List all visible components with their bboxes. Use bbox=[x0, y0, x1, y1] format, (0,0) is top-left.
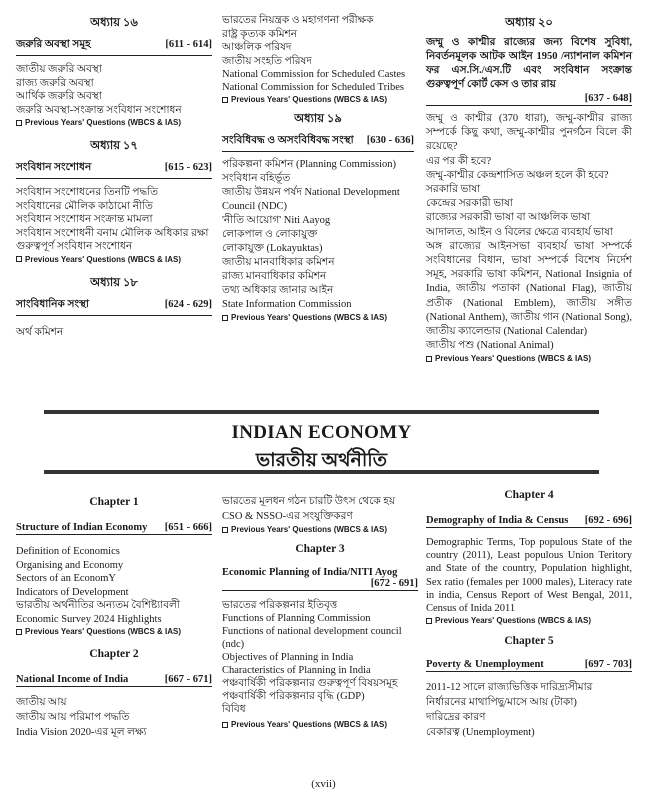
section-1-heading bbox=[16, 522, 212, 535]
checkbox-icon bbox=[222, 722, 228, 728]
pyq-label: Previous Years' Questions (WBCS & IAS) bbox=[25, 118, 182, 127]
list-item: জাতীয় পশু (National Animal) bbox=[426, 340, 554, 352]
page-range: [637 - 648] bbox=[584, 93, 632, 104]
list-item: গুরুত্বপূর্ণ সংবিধান সংশোধন bbox=[16, 241, 133, 252]
chapter-20-heading: অধ্যায় ২০ bbox=[505, 17, 553, 29]
list-item: জাতীয় উন্নয়ন পর্ষদ National Development Council (NDC) bbox=[222, 187, 400, 212]
indian-economy-banner bbox=[44, 410, 599, 474]
list-item: Functions of Planning Commission bbox=[222, 613, 371, 624]
list-item: আর্থিক জরুরি অবস্থা bbox=[16, 91, 102, 102]
list-item: আদালত, আইন ও বিলের ক্ষেত্রে ব্যবহার্য ভাষা bbox=[426, 226, 614, 238]
list-item: সংবিধান সংশোধন সংক্রান্ত মামলা bbox=[16, 214, 153, 225]
chapter-17-list bbox=[16, 186, 212, 254]
checkbox-icon bbox=[16, 629, 22, 635]
checkbox-icon bbox=[222, 527, 228, 533]
section-19-heading bbox=[222, 133, 414, 152]
list-item: CSO & NSSO-এর সংযুক্তিকরণ bbox=[222, 511, 353, 522]
list-item: রাজ্যের সরকারী ভাষা বা আঞ্চলিক ভাষা bbox=[426, 212, 591, 224]
page-range: [615 - 623] bbox=[164, 162, 212, 173]
list-item: পঞ্চবার্ষিকী পরিকল্পনার গুরুত্বপূর্ণ বিষয়সমূহ bbox=[222, 678, 398, 689]
chapter-16-heading: অধ্যায় ১৬ bbox=[90, 17, 138, 29]
list-item: সংবিধানের মৌলিক কাঠামো নীতি bbox=[16, 200, 153, 212]
list-item: জাতীয় মানবাধিকার কমিশন bbox=[222, 257, 335, 268]
list-item: জম্মু-কাশ্মীর কেন্দ্রশাসিত অঞ্চল হলে কী হবে? bbox=[426, 169, 609, 181]
checkbox-icon bbox=[426, 356, 432, 362]
chapter-18-heading: অধ্যায় ১৮ bbox=[90, 276, 138, 289]
chapter-18-list bbox=[16, 326, 212, 340]
list-item: Economic Survey 2024 Highlights bbox=[16, 613, 162, 625]
top-col-2 bbox=[222, 14, 414, 322]
list-item: বিবিধ bbox=[222, 704, 246, 715]
pyq-label: Previous Years' Questions (WBCS & IAS) bbox=[435, 354, 592, 364]
list-item: State Information Commission bbox=[222, 299, 352, 310]
pyq-label: Previous Years' Questions (WBCS & IAS) bbox=[231, 720, 388, 729]
pyq-label: Previous Years' Questions (WBCS & IAS) bbox=[231, 95, 388, 104]
checkbox-icon bbox=[16, 120, 22, 126]
page-range: [611 - 614] bbox=[165, 39, 212, 50]
pyq-line bbox=[426, 354, 632, 363]
list-item: India Vision 2020-এর মূল লক্ষ্য bbox=[16, 727, 147, 738]
chapter-5-list bbox=[426, 680, 632, 740]
section-title: Poverty & Unemployment bbox=[426, 659, 544, 671]
list-item: আঞ্চলিক পরিষদ bbox=[222, 42, 292, 53]
cont-list bbox=[222, 14, 414, 68]
section-3-heading bbox=[222, 567, 418, 578]
list-item: এর পর কী হবে? bbox=[426, 155, 492, 167]
page-range: [667 - 671] bbox=[164, 674, 212, 685]
chapter-1-heading: Chapter 1 bbox=[89, 496, 139, 508]
list-item: 2011-12 সালে রাজ্যভিত্তিক দারিদ্র্যসীমার bbox=[426, 682, 593, 694]
section-title: Demography of India & Census bbox=[426, 515, 569, 526]
list-item: সরকারি ভাষা bbox=[426, 184, 481, 196]
checkbox-icon bbox=[16, 256, 22, 262]
section-18-heading bbox=[16, 297, 212, 316]
chapter-4-body: Demographic Terms, Top populous State of the country (2011), Least populous Union Teritory and State of the country, Population highlight, Sex ratio (females per 1000 males), Literacy rate in india, Census Report of West Bengal, 2011, Census of Inida 2011 bbox=[426, 537, 632, 615]
english-entry: National Commission for Scheduled Castes bbox=[222, 69, 406, 80]
list-item: নির্ধারনের মাথাপিছু/মাসে আয় (টাকা) bbox=[426, 697, 577, 709]
english-entry: National Commission for Scheduled Tribes bbox=[222, 82, 404, 93]
list-item: Organising and Economy bbox=[16, 559, 124, 571]
chapter-2-list bbox=[16, 695, 212, 740]
chapter-20-list bbox=[426, 112, 632, 353]
list-item: জাতীয় সংহতি পরিষদ bbox=[222, 55, 312, 67]
pyq-line bbox=[16, 255, 212, 264]
list-item: জাতীয় আয় পরিমাপ পদ্ধতি bbox=[16, 712, 130, 723]
list-item: তথ্য অধিকার জানার আইন bbox=[222, 285, 334, 296]
chapter-3-list bbox=[222, 599, 418, 716]
section-title: Structure of Indian Economy bbox=[16, 522, 148, 533]
page-number: (xvii) bbox=[311, 778, 336, 790]
section-title: জরুরি অবস্থা সমূহ bbox=[16, 39, 91, 50]
checkbox-icon bbox=[426, 618, 432, 624]
banner-title-english: INDIAN ECONOMY bbox=[231, 422, 412, 443]
list-item: দারিদ্রের কারণ bbox=[426, 712, 486, 724]
chapter-5-heading: Chapter 5 bbox=[504, 635, 554, 648]
top-col-3 bbox=[426, 14, 632, 363]
bottom-col-2 bbox=[222, 494, 418, 729]
list-item: পরিকল্পনা কমিশন (Planning Commission) bbox=[222, 159, 397, 170]
list-item: লোকপাল ও লোকায়ুক্ত bbox=[222, 229, 318, 240]
pyq-label: Previous Years' Questions (WBCS & IAS) bbox=[25, 627, 182, 636]
pyq-label: Previous Years' Questions (WBCS & IAS) bbox=[25, 254, 182, 264]
chapter-17-heading: অধ্যায় ১৭ bbox=[90, 140, 138, 152]
section-4-heading bbox=[426, 515, 632, 528]
chapter-16-list bbox=[16, 63, 212, 117]
list-item: জাতীয় জরুরি অবস্থা bbox=[16, 64, 102, 75]
section-20-pages bbox=[426, 93, 632, 106]
list-item: ভারতের পরিকল্পনার ইতিবৃত্ত bbox=[222, 600, 338, 611]
list-item: সংবিধান বহির্ভূত bbox=[222, 173, 291, 184]
list-item: পঞ্চবার্ষিকী পরিকল্পনার বৃদ্ধি (GDP) bbox=[222, 691, 365, 702]
pyq-label: Previous Years' Questions (WBCS & IAS) bbox=[231, 525, 388, 534]
list-item: Characteristics of Planning in India bbox=[222, 665, 371, 676]
section-17-heading bbox=[16, 160, 212, 179]
list-item: ভারতের মূলধন গঠন চারটি উৎস থেকে হয় bbox=[222, 496, 396, 507]
list-item: রাষ্ট্র কৃত্যক কমিশন bbox=[222, 28, 298, 40]
list-item: ভারতীয় অর্থনীতির অন্যতম বৈশিষ্ট্যাবলী bbox=[16, 600, 180, 611]
page-range: [672 - 691] bbox=[370, 578, 418, 589]
chapter-19-list bbox=[222, 158, 414, 312]
pyq-line bbox=[16, 627, 212, 636]
list-item: রাজ্য জরুরি অবস্থা bbox=[16, 77, 94, 89]
list-item: জরুরি অবস্থা-সংক্রান্ত সংবিধান সংশোধন bbox=[16, 104, 182, 116]
chapter-1-list bbox=[16, 545, 212, 626]
list-item: রাজ্য মানবাধিকার কমিশন bbox=[222, 271, 327, 282]
cont-list bbox=[222, 494, 418, 524]
page-range: [692 - 696] bbox=[584, 515, 632, 526]
section-title: সংবিধান সংশোধন bbox=[16, 162, 92, 173]
page-range: [624 - 629] bbox=[164, 298, 212, 310]
pyq-label: Previous Years' Questions (WBCS & IAS) bbox=[435, 616, 592, 626]
list-item: বেকারত্ব (Unemployment) bbox=[426, 727, 535, 739]
bottom-col-1 bbox=[16, 496, 212, 740]
list-item: জম্মু ও কাশ্মীর (370 ধারা), জম্মু-কাশ্মীর রাজ্য সম্পর্কে কিছু কথা, জম্মু-কাশ্মীর পুনর্গঠন বিলে কী রয়েছে? bbox=[426, 113, 632, 153]
section-title: সাংবিধানিক সংস্থা bbox=[16, 298, 89, 310]
chapter-3-heading: Chapter 3 bbox=[295, 543, 345, 555]
section-title: Economic Planning of India/NITI Ayog bbox=[222, 567, 398, 578]
list-item: লোকায়ুক্ত (Lokayuktas) bbox=[222, 243, 323, 254]
page-range: [630 - 636] bbox=[366, 135, 414, 146]
chapter-4-heading: Chapter 4 bbox=[504, 489, 554, 501]
section-title: National Income of India bbox=[16, 674, 129, 685]
list-item: অর্থ কমিশন bbox=[16, 326, 64, 338]
list-item: Definition of Economics bbox=[16, 546, 120, 557]
section-16-heading bbox=[16, 37, 212, 56]
list-item: ভারতের নিয়ন্ত্রক ও মহাগণনা পরীক্ষক bbox=[222, 15, 374, 26]
list-item: অঙ্গ রাজ্যের আইনসভা ব্যবহার্য ভাষা সম্পর্কে সংবিধানের বিধান, ভাষা সম্পর্কে বিশেষ নির্দেশ সমূহ, সরকারি ভাষা কমিশন, National Insignia of India, জাতীয় পতাকা (National Flag), জাতীয় প্রতীক (National Emblem), জাতীয় সঙ্গীত (National Anthem), জাতীয় গান (National Song), জাতীয় ক্যালেন্ডার (National Calendar) bbox=[426, 240, 632, 338]
section-title: সংবিধিবদ্ধ ও অসংবিধিবদ্ধ সংস্থা bbox=[222, 135, 354, 146]
list-item: জাতীয় আয় bbox=[16, 697, 67, 708]
page-range: [651 - 666] bbox=[164, 522, 212, 533]
checkbox-icon bbox=[222, 97, 228, 103]
list-item: Sectors of an EconomY bbox=[16, 573, 117, 584]
bottom-col-3 bbox=[426, 489, 632, 740]
list-item: Indicators of Development bbox=[16, 586, 129, 598]
section-2-heading bbox=[16, 674, 212, 687]
checkbox-icon bbox=[222, 315, 228, 321]
list-item: সংবিধান সংশোধনী বনাম মৌলিক অধিকার রক্ষা bbox=[16, 227, 209, 239]
pyq-line bbox=[222, 313, 414, 322]
list-item: 'নীতি আয়োগ' Niti Aayog bbox=[222, 215, 331, 226]
top-col-1 bbox=[16, 14, 212, 339]
list-item: Functions of national development council (ndc) bbox=[222, 626, 402, 650]
list-item: Objectives of Planning in India bbox=[222, 652, 354, 663]
chapter-2-heading: Chapter 2 bbox=[89, 648, 139, 660]
pyq-line bbox=[222, 720, 418, 729]
pyq-line bbox=[222, 95, 414, 104]
section-3-pages bbox=[222, 578, 418, 591]
list-item: সংবিধান সংশোধনের তিনটি পদ্ধতি bbox=[16, 187, 159, 198]
chapter-20-title: জম্মু ও কাশ্মীর রাজ্যের জন্য বিশেষ সুবিধা, নিবর্তনমূলক আটক আইন 1950 /ন্যাশনাল কমিশন ফর এস.সি./এস.টি এবং সংবিধান সংক্রান্ত গুরুত্বপূর্ণ কোর্ট কেস ও তার রায় bbox=[426, 37, 632, 90]
pyq-line bbox=[426, 616, 632, 625]
chapter-19-heading: অধ্যায় ১৯ bbox=[294, 113, 342, 125]
page-range: [697 - 703] bbox=[584, 659, 632, 671]
list-item: কেন্দ্রের সরকারী ভাষা bbox=[426, 198, 513, 210]
pyq-line bbox=[16, 118, 212, 127]
section-5-heading bbox=[426, 659, 632, 672]
pyq-label: Previous Years' Questions (WBCS & IAS) bbox=[231, 313, 388, 322]
pyq-line bbox=[222, 525, 418, 534]
banner-title-bengali: ভারতীয় অর্থনীতি bbox=[256, 450, 387, 471]
